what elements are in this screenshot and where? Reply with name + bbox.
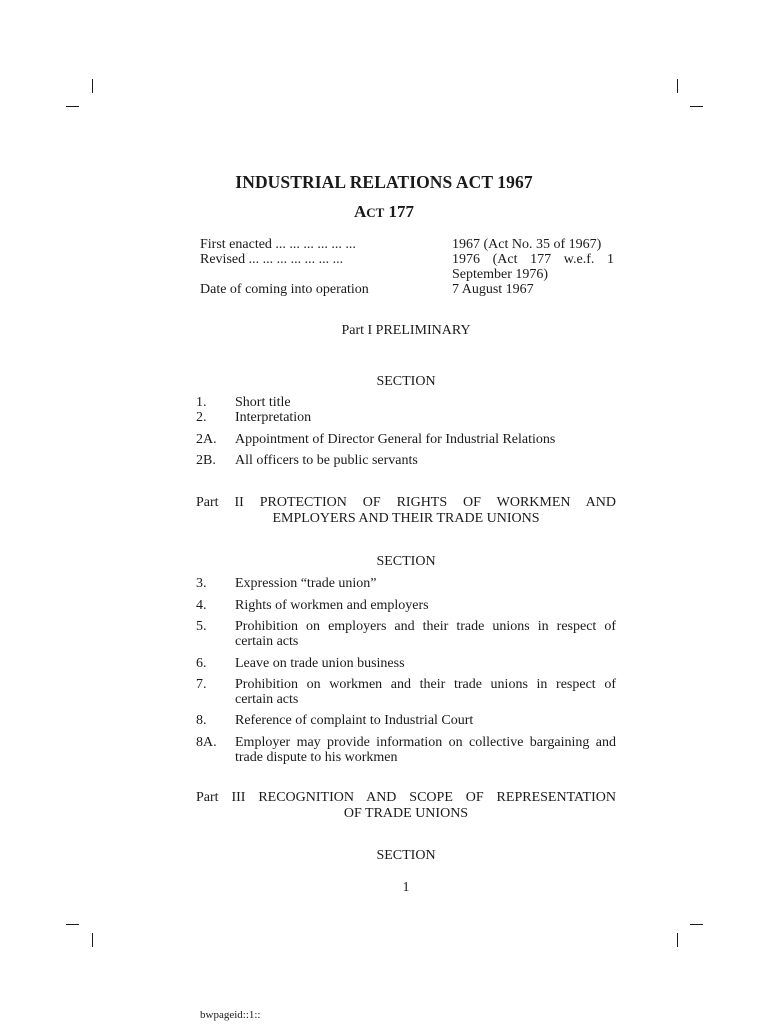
act-number [0,202,768,222]
page-number: 1 [402,880,410,895]
enactment-history [200,237,616,297]
part2-heading [196,495,616,527]
section-number: 2B. [196,453,216,468]
toc-entry [196,410,616,425]
section-number: 3. [196,576,207,591]
history-row [200,252,616,282]
section-title-line: certain acts [235,634,299,649]
act-number-prefix: A [353,202,367,221]
section-title: Short title [235,395,291,410]
part2-heading-line: Part II PROTECTION OF RIGHTS OF WORKMEN AND [196,495,616,510]
section-number: 6. [196,656,207,671]
section-number: 8A. [196,735,217,750]
toc-entry [196,677,616,707]
act-number-value: 177 [388,202,415,221]
history-value: 7 August 1967 [452,282,534,297]
part1-section-label: SECTION [376,374,436,389]
part2-section-label: SECTION [376,554,436,569]
history-value-line: September 1976) [452,267,549,282]
section-title: Reference of complaint to Industrial Court [235,713,474,728]
crop-mark [677,79,678,93]
section-title: Appointment of Director General for Industrial Relations [235,432,556,447]
section-number: 1. [196,395,207,410]
section-number: 4. [196,598,207,613]
section-title: Interpretation [235,410,312,425]
section-title [235,619,616,649]
part1-heading: Part I PRELIMINARY [341,323,471,338]
toc-entry [196,598,616,613]
section-number: 2. [196,410,207,425]
history-value-line: 1976 (Act 177 w.e.f. 1 [452,252,614,267]
section-number: 5. [196,619,207,634]
crop-mark [66,924,79,925]
section-title: Leave on trade union business [235,656,405,671]
history-label: Revised ... ... ... ... ... ... ... [200,252,344,267]
toc-entry [196,395,616,410]
part3-heading-line: Part III RECOGNITION AND SCOPE OF REPRESENTATION [196,790,616,805]
act-number-smallcaps: CT [366,205,385,220]
toc-entry [196,619,616,649]
toc-entry [196,735,616,765]
toc-entry [196,713,616,728]
section-title: All officers to be public servants [235,453,418,468]
part3-heading [196,790,616,822]
history-row [200,237,616,252]
section-title-line: Prohibition on workmen and their trade unions in respect of [235,677,616,692]
section-title: Rights of workmen and employers [235,598,429,613]
history-label: Date of coming into operation [200,282,369,297]
toc-entry [196,576,616,591]
section-title: Expression “trade union” [235,576,377,591]
toc-entry [196,656,616,671]
section-title [235,735,616,765]
section-number: 8. [196,713,207,728]
section-title-line: trade dispute to his workmen [235,750,398,765]
crop-mark [66,106,79,107]
crop-mark [677,933,678,947]
section-title-line: Employer may provide information on collective bargaining and [235,735,616,750]
part2-heading-line: EMPLOYERS AND THEIR TRADE UNIONS [272,511,540,526]
toc-entry [196,453,616,468]
part3-section-label: SECTION [376,848,436,863]
history-value: 1967 (Act No. 35 of 1967) [452,237,602,252]
history-row [200,282,616,297]
part3-heading-line: OF TRADE UNIONS [343,806,469,821]
act-title: INDUSTRIAL RELATIONS ACT 1967 [235,172,533,192]
page-id-footer: bwpageid::1:: [200,1009,261,1021]
section-number: 7. [196,677,207,692]
section-title [235,677,616,707]
crop-mark [690,106,703,107]
crop-mark [690,924,703,925]
crop-mark [92,933,93,947]
section-title-line: certain acts [235,692,299,707]
crop-mark [92,79,93,93]
toc-entry [196,432,616,447]
history-value [452,252,614,282]
history-label: First enacted ... ... ... ... ... ... [200,237,356,252]
section-title-line: Prohibition on employers and their trade unions in respect of [235,619,616,634]
section-number: 2A. [196,432,217,447]
